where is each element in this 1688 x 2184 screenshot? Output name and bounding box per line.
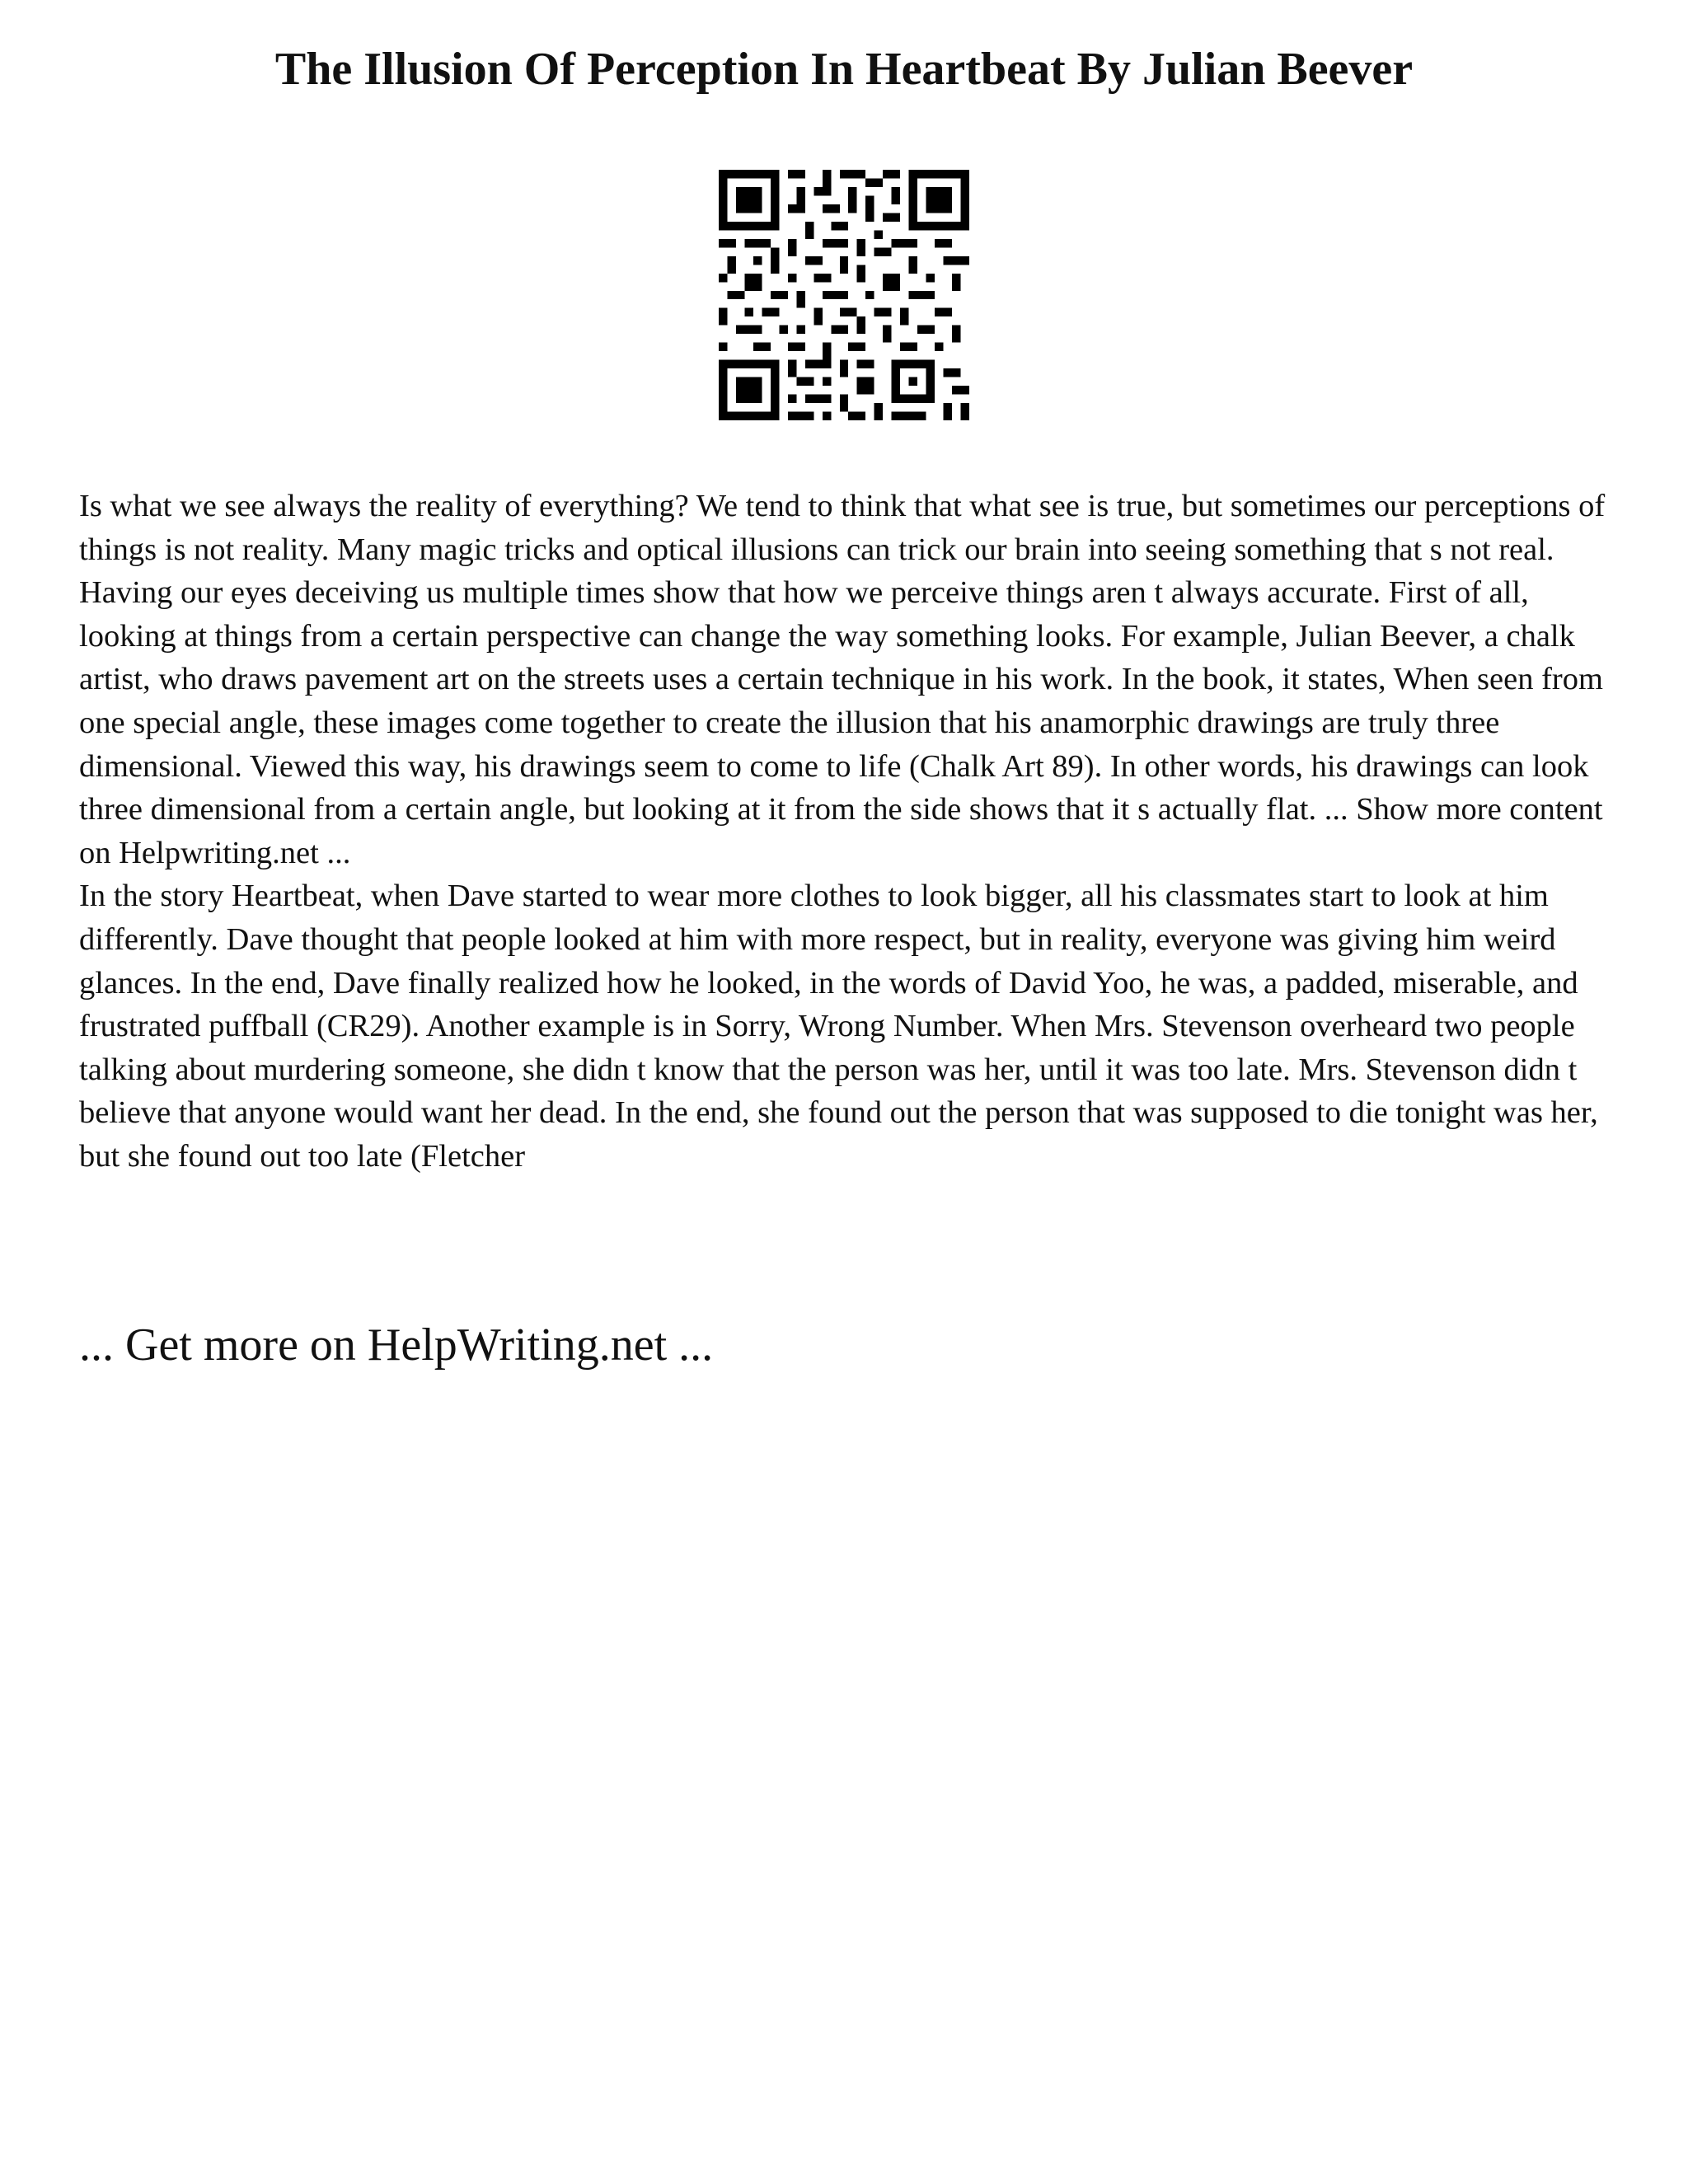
qr-code-icon — [719, 170, 969, 420]
paragraph: Is what we see always the reality of everything? We tend to think that what see is true, but sometimes our perceptions of things is not reality. Many magic tricks and optical illusions can trick our brain into seeing something that s not real. Having our eyes deceiving us multiple times show that how we perceive things aren t always accurate. First of all, looking at things from a certain perspective can change the way something looks. For example, Julian Beever, a chalk artist, who draws pavement art on the streets uses a certain technique in his work. In the book, it states, When seen from one special angle, these images come together to create the illusion that his anamorphic drawings are truly three dimensional. Viewed this way, his drawings seem to come to life (Chalk Art 89). In other words, his drawings can look three dimensional from a certain angle, but looking at it from the side shows that it s actually flat. ... Show more content on Helpwriting.net ... — [79, 489, 1606, 870]
document-body — [79, 485, 1629, 1179]
document-title: The Illusion Of Perception In Heartbeat By Julian Beever — [274, 44, 1414, 95]
get-more-link[interactable]: ... Get more on HelpWriting.net ... — [79, 1319, 714, 1371]
paragraph: In the story Heartbeat, when Dave started to wear more clothes to look bigger, all his classmates start to look at him differently. Dave thought that people looked at him with more respect, but in reality, everyone was giving him weird glances. In the end, Dave finally realized how he looked, in the words of David Yoo, he was, a padded, miserable, and frustrated puffball (CR29). Another example is in Sorry, Wrong Number. When Mrs. Stevenson overheard two people talking about murdering someone, she didn t know that the person was her, until it was too late. Mrs. Stevenson didn t believe that anyone would want her dead. In the end, she found out the person that was supposed to die tonight was her, but she found out too late (Fletcher — [79, 879, 1598, 1174]
